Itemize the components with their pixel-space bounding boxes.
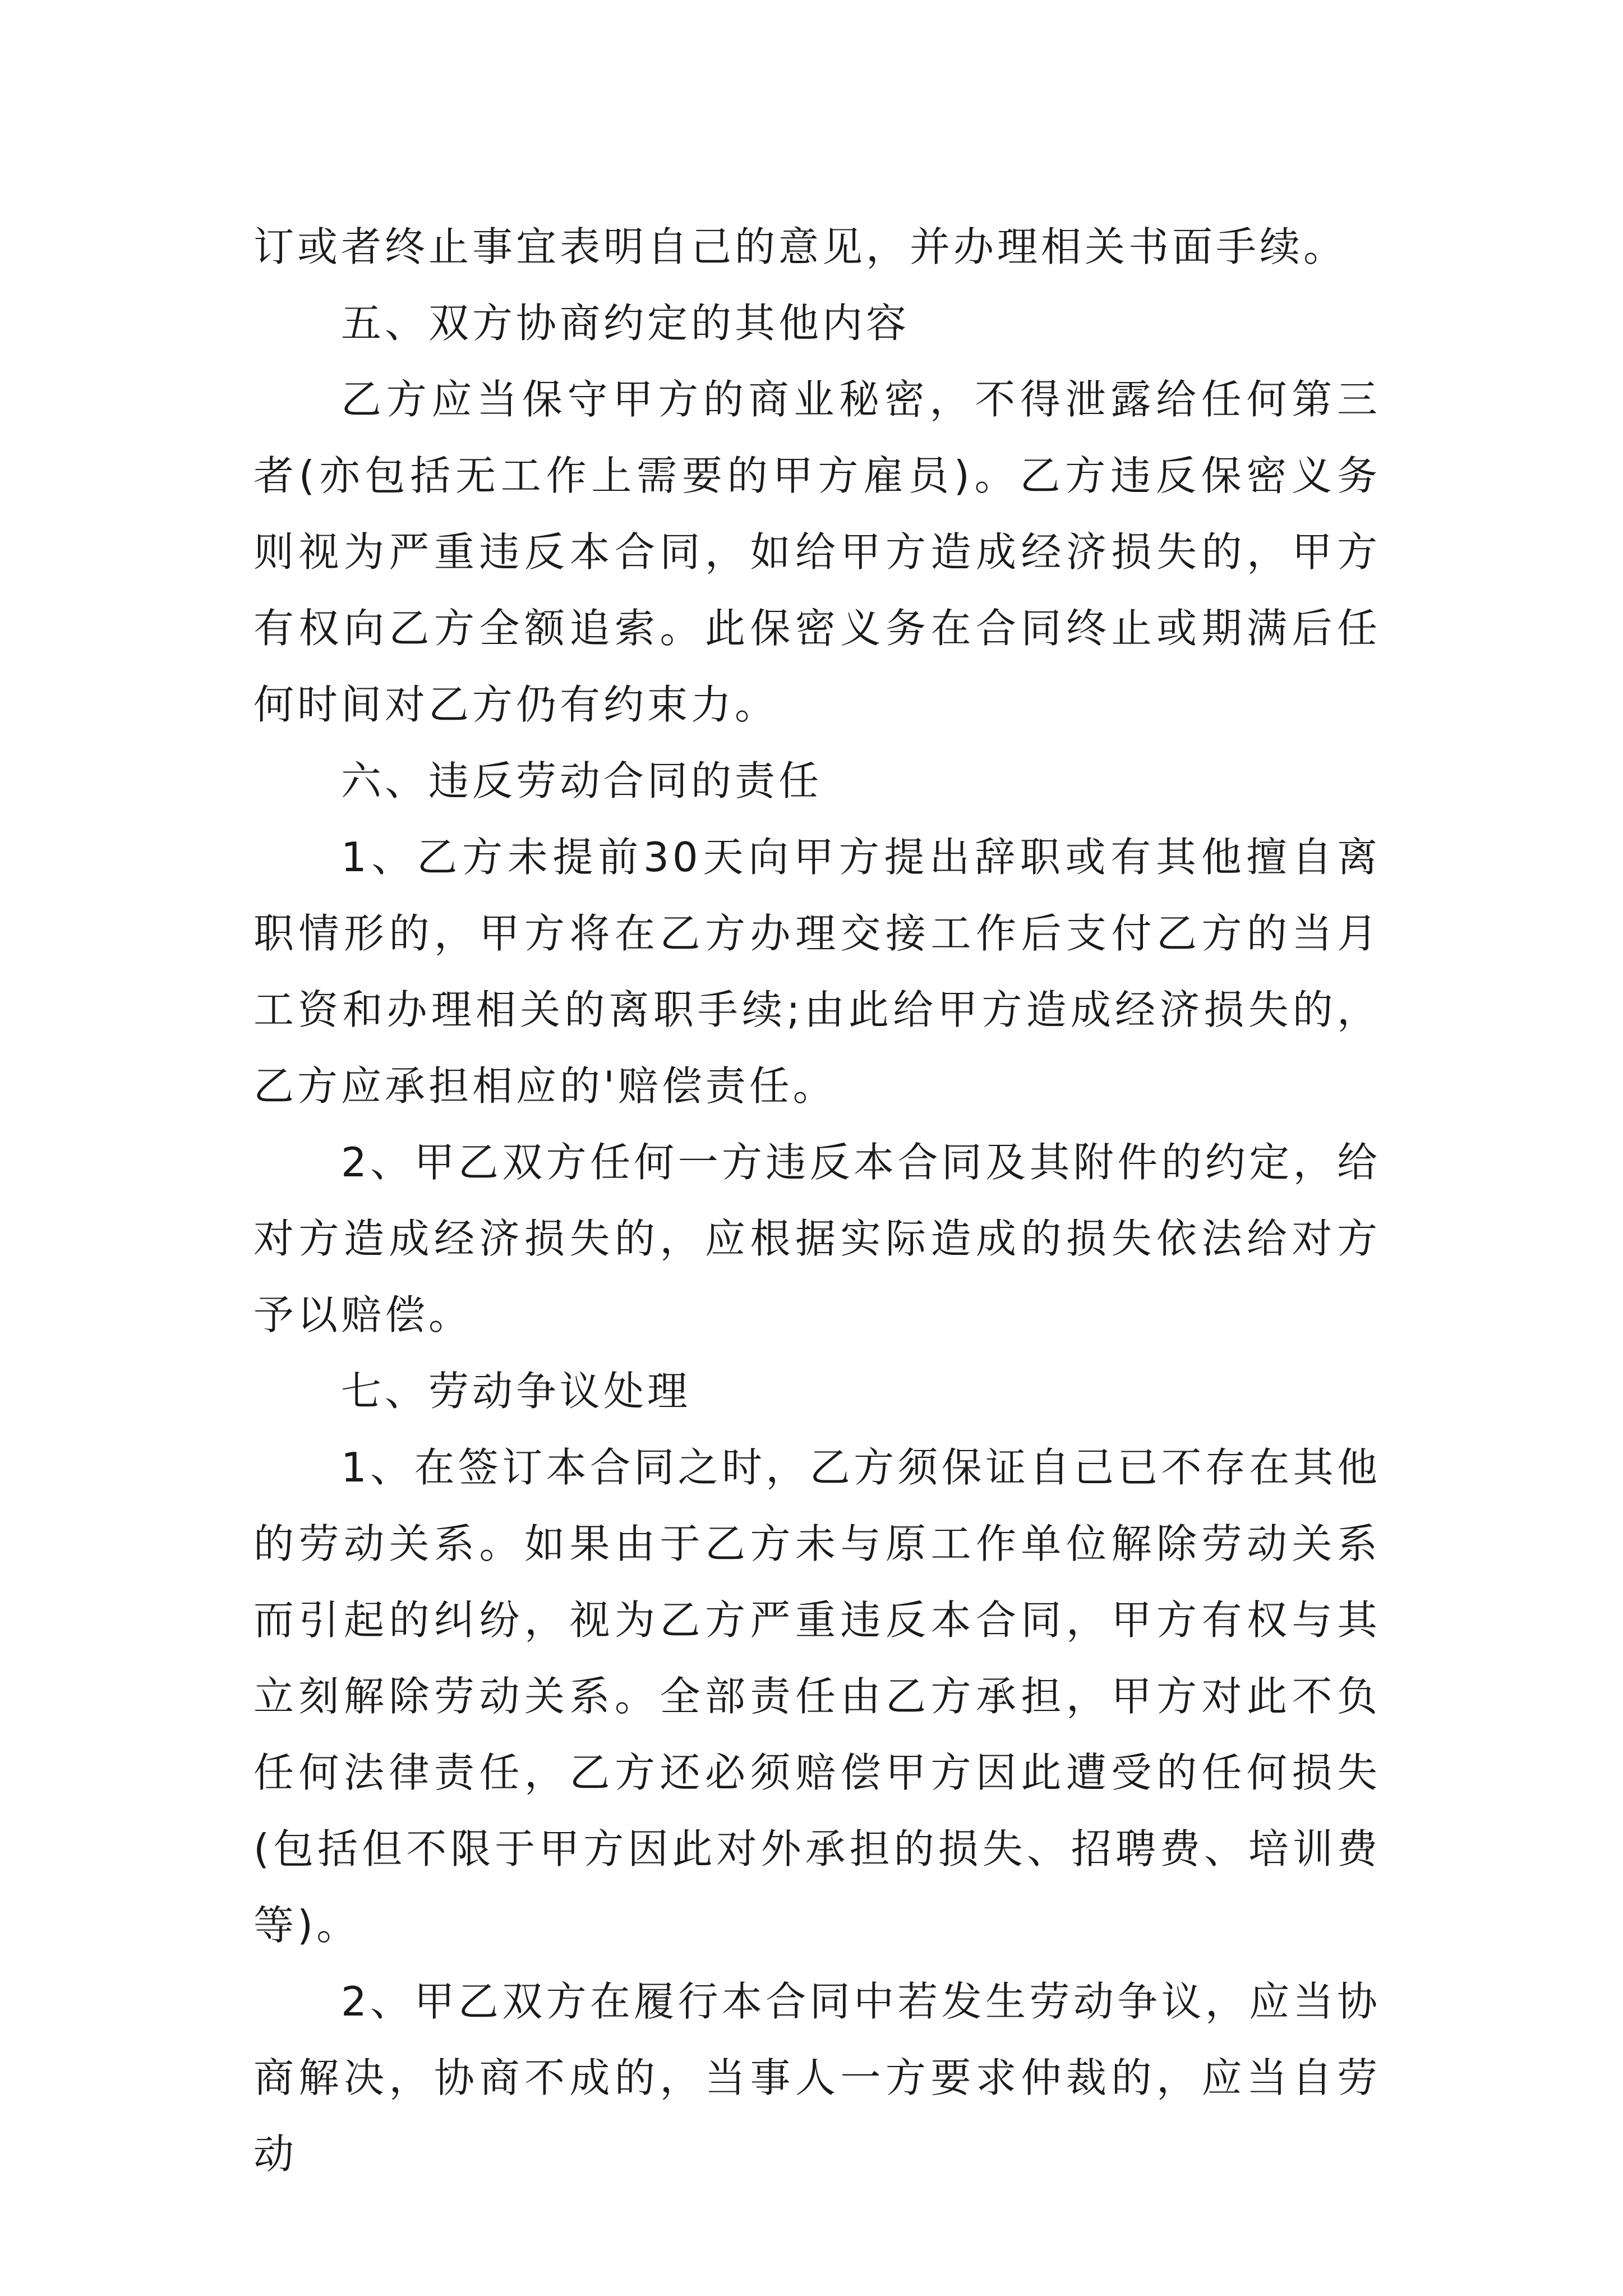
paragraph-confidentiality: 乙方应当保守甲方的商业秘密，不得泄露给任何第三者(亦包括无工作上需要的甲方雇员)。乙方违反保密义务则视为严重违反本合同，如给甲方造成经济损失的，甲方有权向乙方全额追索。此保密义务在合同终止或期满后任何时间对乙方仍有约束力。	[253, 376, 1381, 728]
section-heading-6: 六、违反劳动合同的责任	[341, 757, 823, 804]
section-heading-5: 五、双方协商约定的其他内容	[341, 300, 910, 347]
paragraph-continuation: 订或者终止事宜表明自己的意见，并办理相关书面手续。	[253, 223, 1348, 270]
paragraph-breach-compensation: 2、甲乙双方任何一方违反本合同及其附件的约定，给对方造成经济损失的，应根据实际造成的损失依法给对方予以赔偿。	[253, 1139, 1381, 1338]
paragraph-resignation-liability: 1、乙方未提前30天向甲方提出辞职或有其他擅自离职情形的，甲方将在乙方办理交接工作后支付乙方的当月工资和办理相关的离职手续;由此给甲方造成经济损失的，乙方应承担相应的'赔偿责任。	[253, 834, 1381, 1110]
document-body	[253, 209, 1381, 2192]
section-heading-7: 七、劳动争议处理	[341, 1368, 691, 1415]
paragraph-dispute-resolution: 2、甲乙双方在履行本合同中若发生劳动争议，应当协商解决，协商不成的，当事人一方要求仲裁的，应当自劳动	[253, 1978, 1381, 2178]
paragraph-prior-employment: 1、在签订本合同之时，乙方须保证自己已不存在其他的劳动关系。如果由于乙方未与原工作单位解除劳动关系而引起的纠纷，视为乙方严重违反本合同，甲方有权与其立刻解除劳动关系。全部责任由乙方承担，甲方对此不负任何法律责任，乙方还必须赔偿甲方因此遭受的任何损失(包括但不限于甲方因此对外承担的损失、招聘费、培训费等)。	[253, 1444, 1381, 1949]
